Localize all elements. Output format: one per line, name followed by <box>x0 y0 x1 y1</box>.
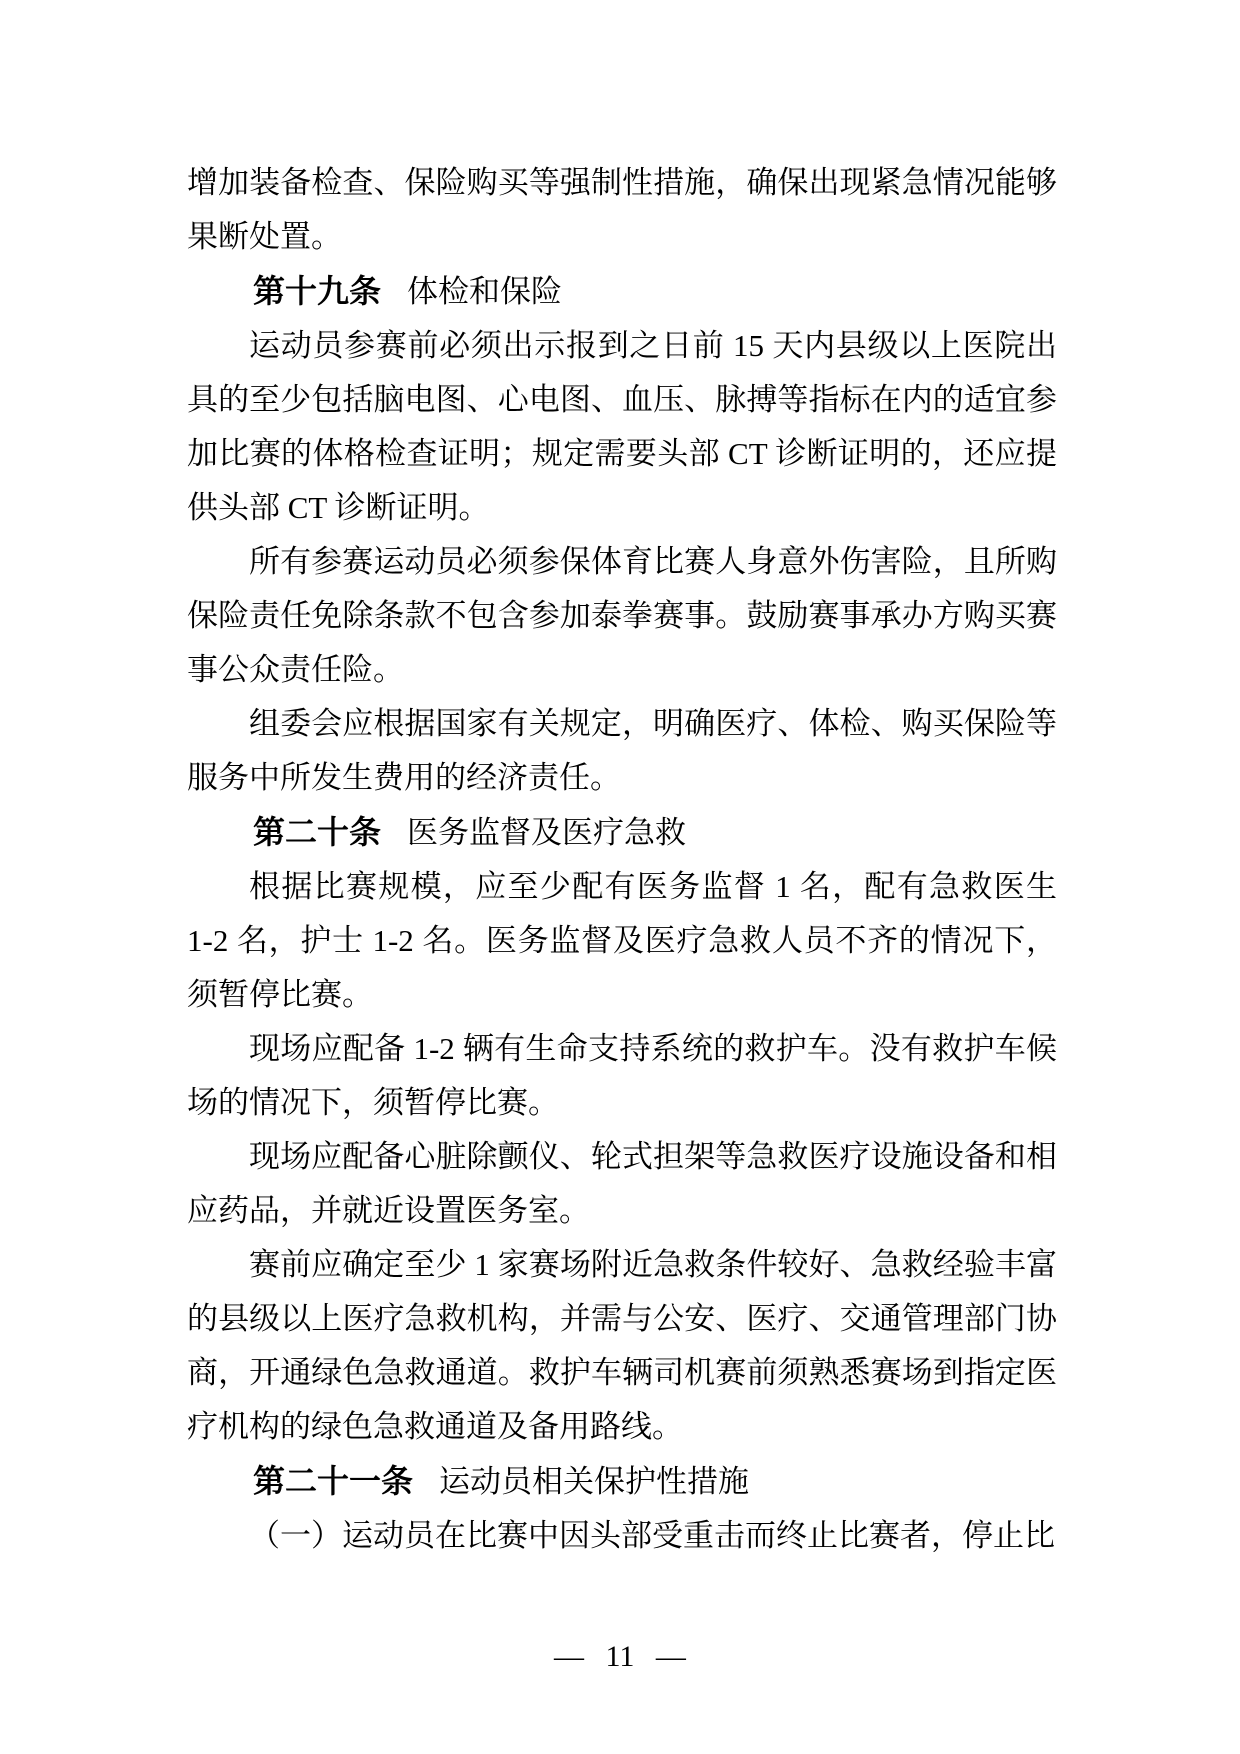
paragraph: 赛前应确定至少 1 家赛场附近急救条件较好、急救经验丰富的县级以上医疗急救机构，并需与公安、医疗、交通管理部门协商，开通绿色急救通道。救护车辆司机赛前须熟悉赛场到指定医疗机构的绿色急救通道及备用路线。 <box>187 1247 1058 1444</box>
paragraph: 现场应配备心脏除颤仪、轮式担架等急救医疗设施设备和相应药品，并就近设置医务室。 <box>187 1139 1057 1228</box>
article-19-heading <box>187 264 1057 319</box>
paragraph: 运动员参赛前必须出示报到之日前 15 天内县级以上医院出具的至少包括脑电图、心电图、血压、脉搏等指标在内的适宜参加比赛的体格检查证明；规定需要头部 CT 诊断证明的，还应提供头部 CT 诊断证明。 <box>187 328 1058 525</box>
paragraph-continuation: 增加装备检查、保险购买等强制性措施，确保出现紧急情况能够果断处置。 <box>187 165 1057 254</box>
article-number: 第十九条 <box>253 273 382 309</box>
article-number: 第二十条 <box>253 814 382 850</box>
article-title: 运动员相关保护性措施 <box>439 1464 750 1499</box>
paragraph: 现场应配备 1-2 辆有生命支持系统的救护车。没有救护车候场的情况下，须暂停比赛。 <box>187 1031 1058 1120</box>
paragraph: （一）运动员在比赛中因头部受重击而终止比赛者，停止比 <box>249 1518 1055 1553</box>
paragraph: 组委会应根据国家有关规定，明确医疗、体检、购买保险等服务中所发生费用的经济责任。 <box>187 706 1057 795</box>
article-number: 第二十一条 <box>253 1463 414 1499</box>
article-20-heading <box>187 805 1057 860</box>
article-title: 医务监督及医疗急救 <box>407 815 687 850</box>
document-text <box>187 156 1057 1563</box>
page-number: — 11 — <box>554 1640 686 1673</box>
paragraph: 根据比赛规模，应至少配有医务监督 1 名，配有急救医生 1-2 名，护士 1-2 名。医务监督及医疗急救人员不齐的情况下，须暂停比赛。 <box>187 869 1058 1012</box>
paragraph: 所有参赛运动员必须参保体育比赛人身意外伤害险，且所购保险责任免除条款不包含参加泰拳赛事。鼓励赛事承办方购买赛事公众责任险。 <box>187 544 1057 687</box>
article-title: 体检和保险 <box>407 274 563 309</box>
article-21-heading <box>187 1454 1057 1509</box>
page-footer <box>0 1637 1240 1677</box>
